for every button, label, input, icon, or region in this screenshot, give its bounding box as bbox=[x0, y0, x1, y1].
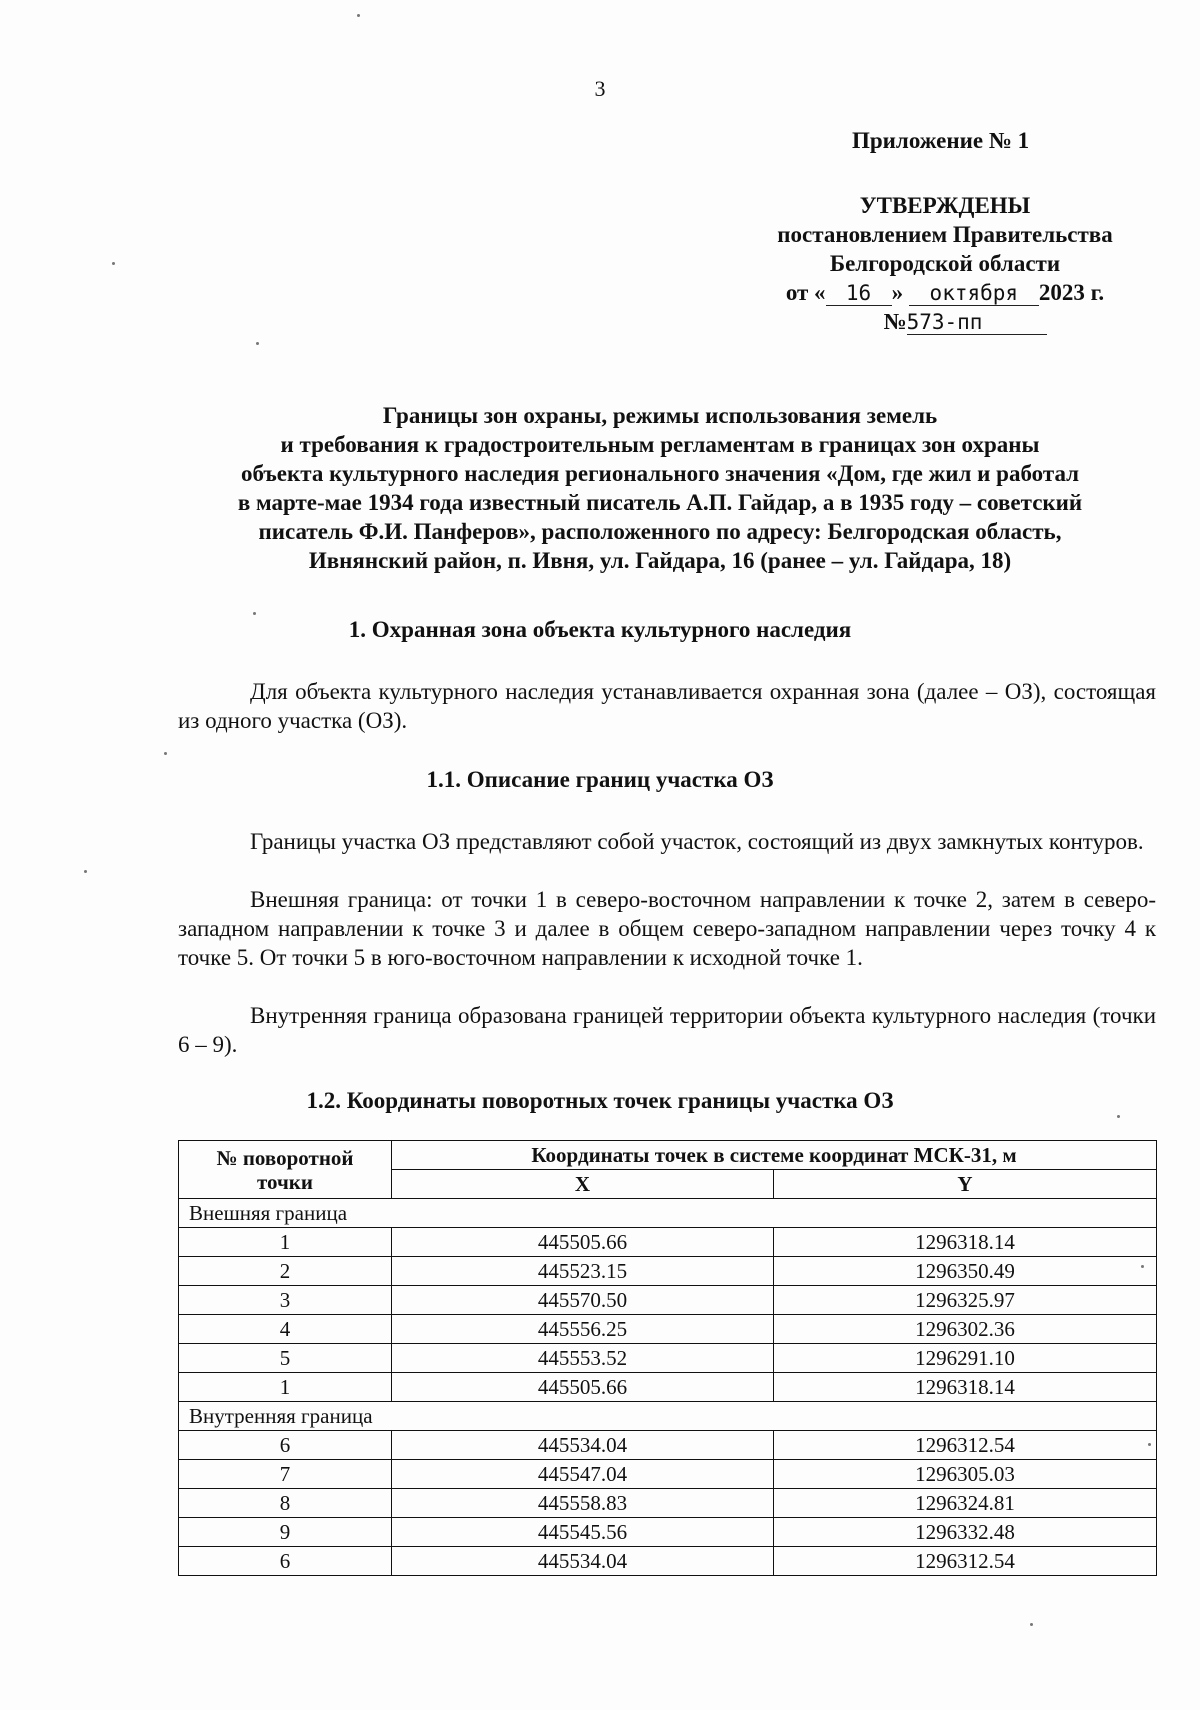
scan-speck bbox=[253, 612, 256, 615]
header-x: X bbox=[392, 1170, 774, 1199]
point-cell: 6 bbox=[179, 1431, 392, 1460]
point-cell: 9 bbox=[179, 1518, 392, 1547]
section-1-1-paragraph-2: Внешняя граница: от точки 1 в северо-восточном направлении к точке 2, затем в северо-западном направлении к точке 3 и далее в общем северо-западном направлении через точку 4 к точке 5. От точки 5 в юго-восточном направлении к исходной точке 1. bbox=[178, 887, 1156, 970]
x-cell: 445547.04 bbox=[392, 1460, 774, 1489]
header-coordinates: Координаты точек в системе координат МСК-31, м bbox=[392, 1141, 1157, 1170]
point-cell: 3 bbox=[179, 1286, 392, 1315]
point-cell: 4 bbox=[179, 1315, 392, 1344]
x-cell: 445505.66 bbox=[392, 1228, 774, 1257]
table-row bbox=[179, 1518, 1157, 1547]
y-cell: 1296324.81 bbox=[774, 1489, 1157, 1518]
y-cell: 1296325.97 bbox=[774, 1286, 1157, 1315]
table-row bbox=[179, 1489, 1157, 1518]
table-row bbox=[179, 1373, 1157, 1402]
title-line-4: в марте-мае 1934 года известный писатель А.П. Гайдар, а в 1935 году – советский bbox=[237, 490, 1083, 515]
approval-line-2: Белгородской области bbox=[829, 251, 1061, 276]
section-1-1-heading: 1.1. Описание границ участка ОЗ bbox=[426, 767, 774, 792]
scan-speck bbox=[357, 14, 360, 17]
section-1-1-paragraph-1: Границы участка ОЗ представляют собой участок, состоящий из двух замкнутых контуров. bbox=[250, 829, 1144, 854]
section-1-1-paragraph-3: Внутренняя граница образована границей территории объекта культурного наследия (точки 6 – 9). bbox=[178, 1003, 1156, 1057]
table-row bbox=[179, 1257, 1157, 1286]
y-cell: 1296350.49 bbox=[774, 1257, 1157, 1286]
appendix-label: Приложение № 1 bbox=[852, 128, 1030, 153]
x-cell: 445556.25 bbox=[392, 1315, 774, 1344]
y-cell: 1296318.14 bbox=[774, 1228, 1157, 1257]
approval-block bbox=[755, 191, 1135, 336]
header-y: Y bbox=[774, 1170, 1157, 1199]
title-line-3: объекта культурного наследия регионального значения «Дом, где жил и работал bbox=[240, 461, 1080, 486]
scan-speck bbox=[1141, 1265, 1144, 1268]
section-1-paragraph: Для объекта культурного наследия устанавливается охранная зона (далее – ОЗ), состоящая из одного участка (ОЗ). bbox=[178, 679, 1156, 733]
x-cell: 445558.83 bbox=[392, 1489, 774, 1518]
table-row bbox=[179, 1315, 1157, 1344]
x-cell: 445545.56 bbox=[392, 1518, 774, 1547]
y-cell: 1296318.14 bbox=[774, 1373, 1157, 1402]
point-cell: 2 bbox=[179, 1257, 392, 1286]
table-row bbox=[179, 1286, 1157, 1315]
point-cell: 7 bbox=[179, 1460, 392, 1489]
x-cell: 445523.15 bbox=[392, 1257, 774, 1286]
document-title bbox=[160, 401, 1160, 575]
date-day: 16 bbox=[826, 281, 892, 306]
y-cell: 1296305.03 bbox=[774, 1460, 1157, 1489]
point-cell: 5 bbox=[179, 1344, 392, 1373]
y-cell: 1296291.10 bbox=[774, 1344, 1157, 1373]
scan-speck bbox=[1148, 1443, 1151, 1446]
table-row bbox=[179, 1344, 1157, 1373]
scan-speck bbox=[112, 262, 115, 265]
y-cell: 1296312.54 bbox=[774, 1431, 1157, 1460]
title-line-1: Границы зон охраны, режимы использования земель bbox=[382, 403, 938, 428]
x-cell: 445570.50 bbox=[392, 1286, 774, 1315]
x-cell: 445534.04 bbox=[392, 1547, 774, 1576]
y-cell: 1296302.36 bbox=[774, 1315, 1157, 1344]
table-row bbox=[179, 1547, 1157, 1576]
scan-speck bbox=[256, 342, 259, 345]
point-cell: 8 bbox=[179, 1489, 392, 1518]
title-line-2: и требования к градостроительным регламентам в границах зон охраны bbox=[280, 432, 1040, 457]
x-cell: 445534.04 bbox=[392, 1431, 774, 1460]
approval-heading: УТВЕРЖДЕНЫ bbox=[859, 193, 1031, 218]
x-cell: 445553.52 bbox=[392, 1344, 774, 1373]
number-value: 573-пп bbox=[907, 310, 1047, 335]
date-prefix: от « bbox=[785, 280, 826, 305]
table-row bbox=[179, 1431, 1157, 1460]
table-row bbox=[179, 1228, 1157, 1257]
scan-speck bbox=[1030, 1623, 1033, 1626]
point-cell: 1 bbox=[179, 1373, 392, 1402]
outer-boundary-label: Внешняя граница bbox=[179, 1199, 1157, 1228]
table-row bbox=[179, 1460, 1157, 1489]
y-cell: 1296332.48 bbox=[774, 1518, 1157, 1547]
date-month: октября bbox=[909, 281, 1039, 306]
date-mid: » bbox=[891, 280, 904, 305]
inner-boundary-label: Внутренняя граница bbox=[179, 1402, 1157, 1431]
number-prefix: № bbox=[883, 309, 907, 334]
approval-date bbox=[755, 278, 1135, 307]
scan-speck bbox=[84, 870, 87, 873]
date-year: 2023 г. bbox=[1038, 280, 1105, 305]
x-cell: 445505.66 bbox=[392, 1373, 774, 1402]
title-line-6: Ивнянский район, п. Ивня, ул. Гайдара, 16 (ранее – ул. Гайдара, 18) bbox=[308, 548, 1012, 573]
title-line-5: писатель Ф.И. Панферов», расположенного по адресу: Белгородская область, bbox=[258, 519, 1062, 544]
header-point: № поворотной точки bbox=[179, 1141, 392, 1199]
section-1-2-heading: 1.2. Координаты поворотных точек границы участка ОЗ bbox=[306, 1088, 894, 1113]
approval-line-1: постановлением Правительства bbox=[777, 222, 1113, 247]
point-cell: 6 bbox=[179, 1547, 392, 1576]
point-cell: 1 bbox=[179, 1228, 392, 1257]
approval-number bbox=[755, 307, 1135, 336]
scan-speck bbox=[164, 752, 167, 755]
y-cell: 1296312.54 bbox=[774, 1547, 1157, 1576]
section-1-heading: 1. Охранная зона объекта культурного наследия bbox=[348, 617, 852, 642]
page-number: 3 bbox=[594, 76, 606, 101]
scan-speck bbox=[1117, 1115, 1120, 1118]
coordinates-table bbox=[178, 1140, 1157, 1576]
